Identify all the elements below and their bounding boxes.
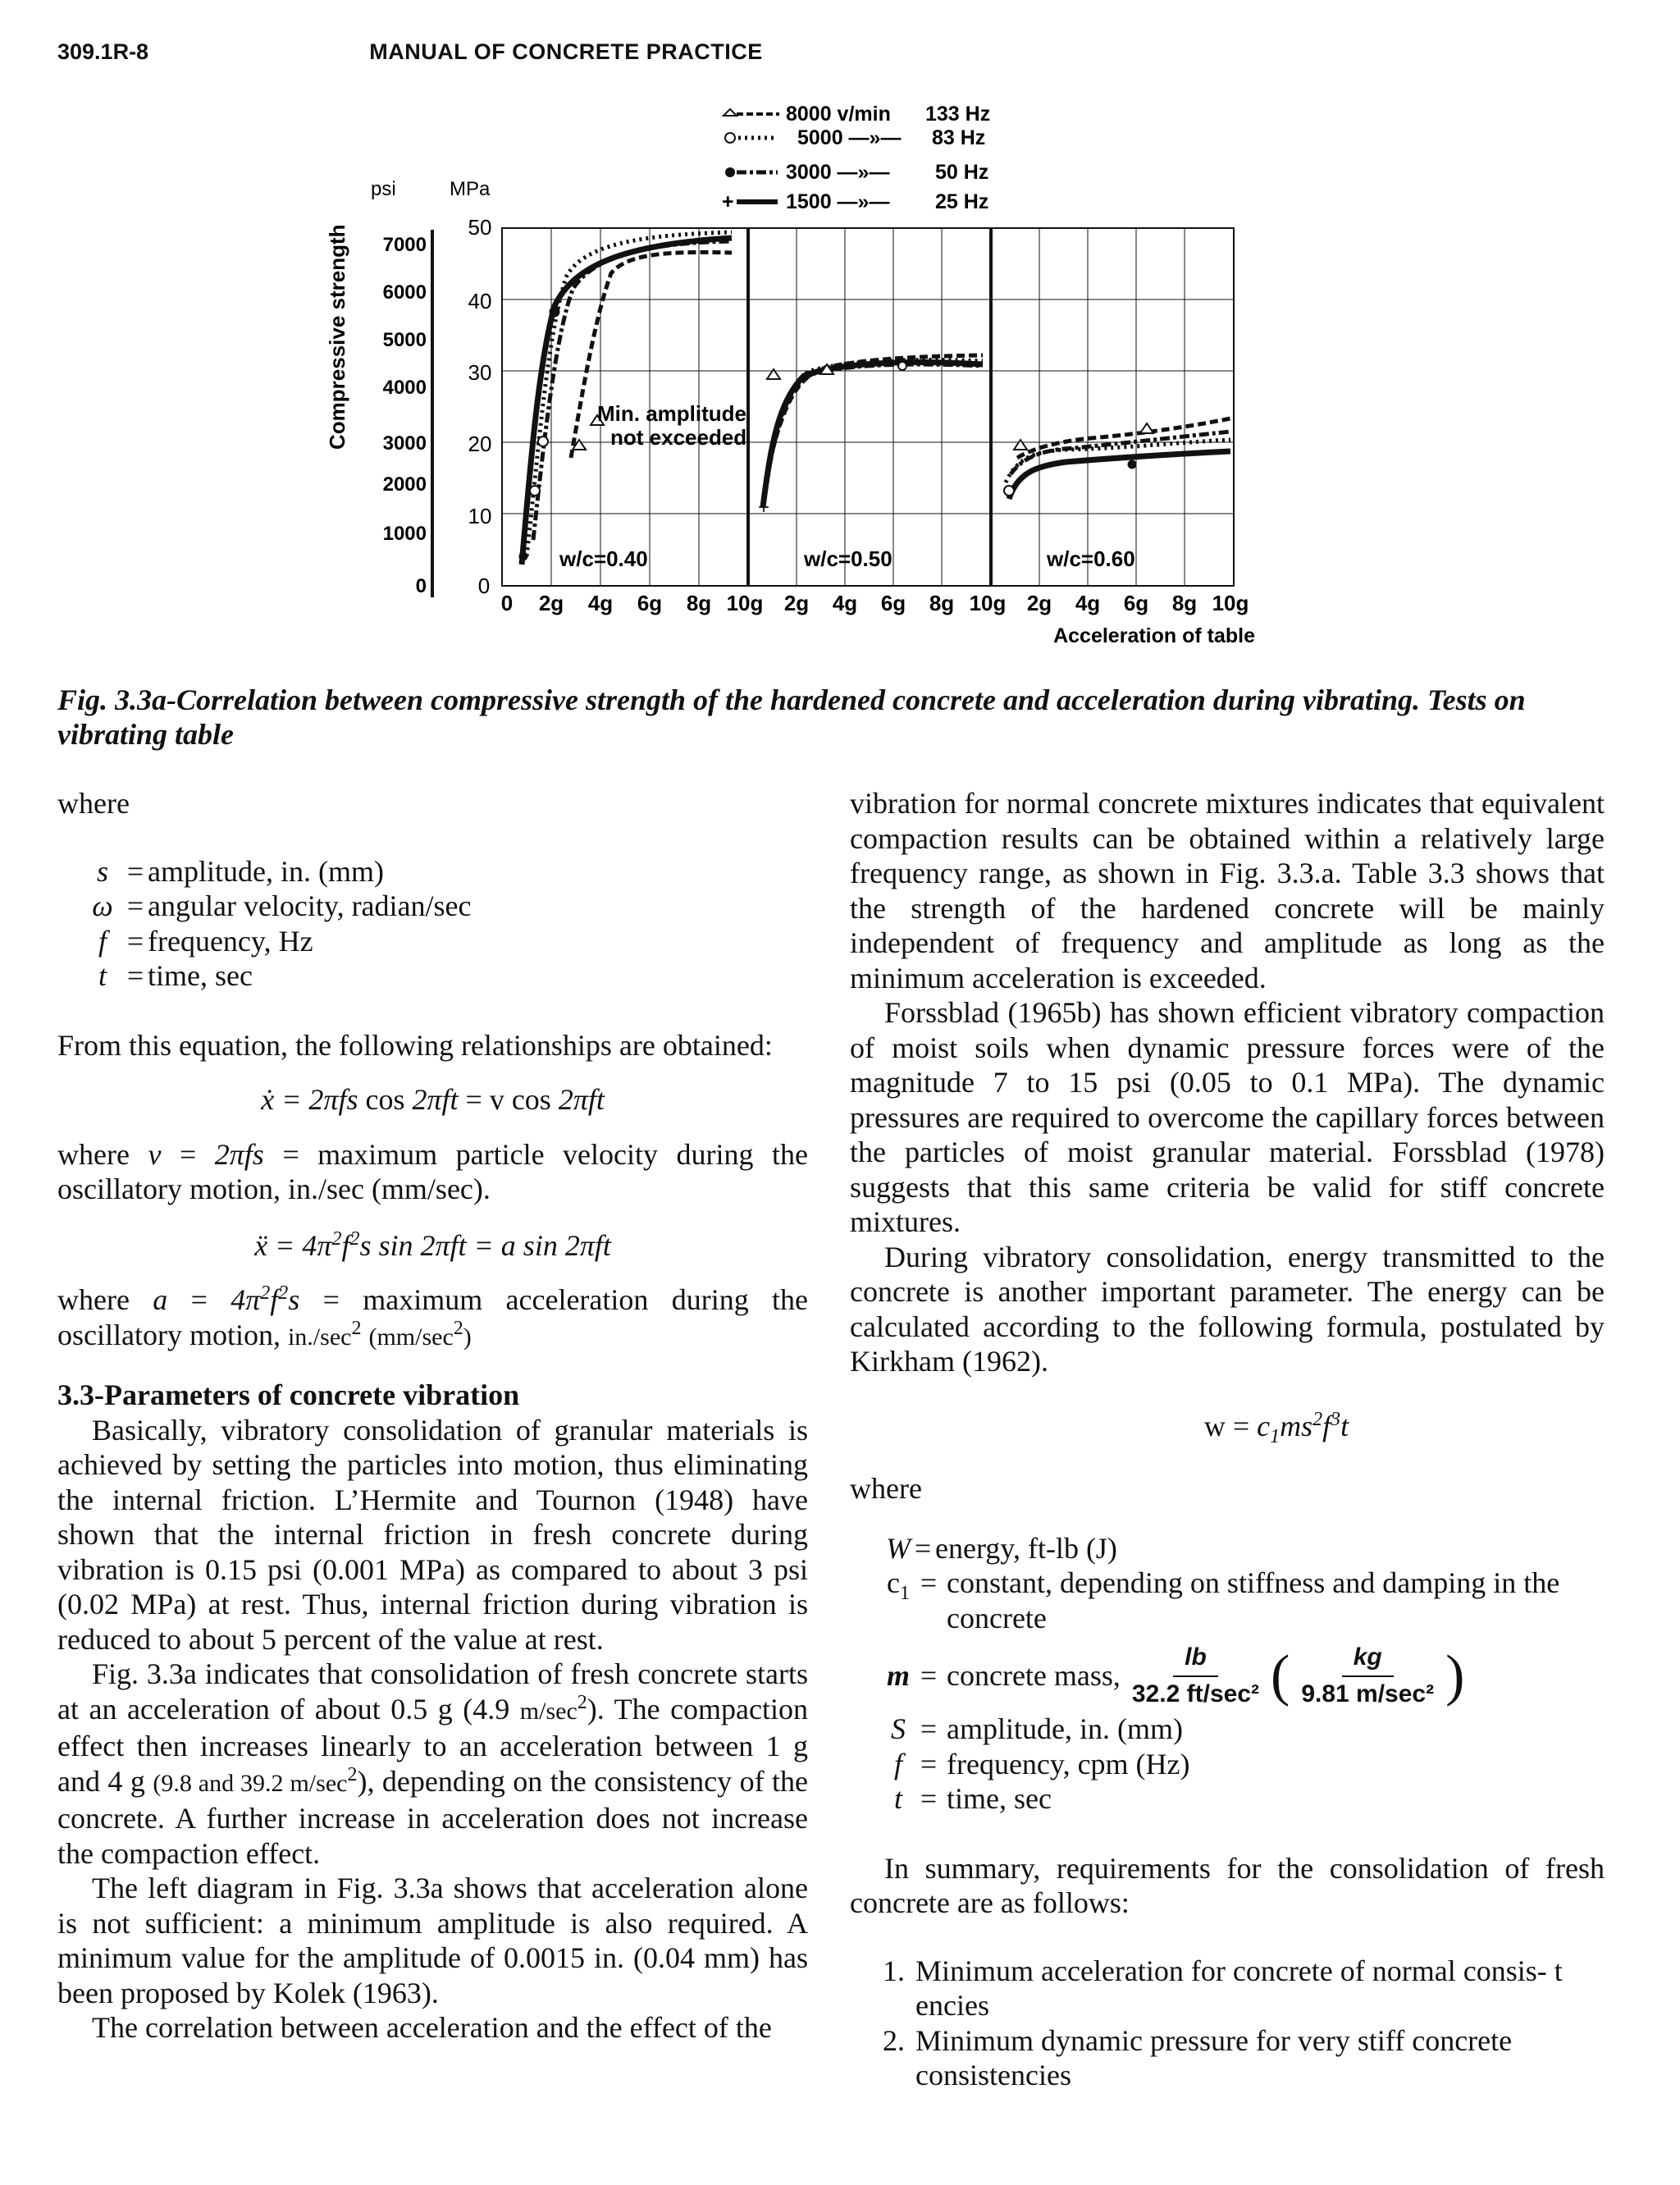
curve-133-hz: [773, 355, 983, 450]
mpa-tick: 50: [468, 215, 492, 240]
fraction-lb: $\frac{lb}{\text{32.2 ft/sec²}}$: [1127, 1640, 1264, 1712]
definition-row: t = time, sec: [893, 1782, 1052, 1815]
legend-speed: 1500 —»—: [786, 190, 890, 213]
mpa-tick: 30: [468, 360, 492, 385]
running-title: MANUAL OF CONCRETE PRACTICE: [369, 39, 763, 64]
energy-definitions: [886, 1531, 1605, 1817]
x-tick: 2g: [1026, 591, 1052, 615]
x-tick: 6g: [637, 591, 663, 615]
fraction-kg: $\frac{kg}{\text{9.81 m/sec²}}$: [1296, 1640, 1439, 1712]
x-tick: 10g: [969, 591, 1007, 615]
section-heading: 3.3-Parameters of concrete vibration: [57, 1378, 520, 1411]
mpa-tick: 20: [468, 432, 492, 456]
psi-label: psi: [371, 178, 396, 200]
left-column: [57, 786, 808, 2046]
psi-tick: 1000: [382, 523, 427, 545]
where-label: where: [57, 787, 130, 820]
definition-row: m = concrete mass, $\frac{lb}{\text{32.2 ft/sec²}}$ ( $\frac{kg}{\text{9.81 m/sec²}}$ ): [886, 1640, 1605, 1712]
panel-label-050: w/c=0.50: [804, 546, 892, 571]
curves-wc-060: [1004, 418, 1230, 499]
paragraph: Forssblad (1965b) has shown efficient vibratory compaction of moist soils when dynamic pressure forces were of the magnitude 7 to 15 psi (0.05 to 0.1 MPa). The dynamic pressures are required to overcome the capillary forces between the particles of moist granular material. Forssblad (1978) suggests that this same criteria be valid for stiff concrete mixtures.: [850, 996, 1605, 1238]
x-axis: [501, 591, 1249, 615]
annotation-min-amplitude: Min. amplitude: [597, 401, 746, 426]
paragraph: Fig. 3.3a indicates that consolidation of fresh concrete starts at an acceleration of about 0.5 g (4.9 $m/\sec^2$). The compaction effect then increases linearly to an acceleration between 1 g and 4 g (9.8 and 39.2 $m/\sec^2$), depending on the consistency of the concrete. A further increase in acceleration does not increase the compaction effect.: [57, 1657, 809, 1870]
curve-1500-hz: [1009, 451, 1230, 499]
equation-energy: $w = c_1ms^2f^3t$: [1203, 1408, 1349, 1447]
legend-speed: 3000 —»—: [786, 161, 890, 184]
definition-row: s = amplitude, in. (mm): [82, 854, 808, 889]
legend-item-3000: [725, 161, 988, 184]
mpa-label: MPa: [450, 178, 491, 200]
definition-symbol: ω: [92, 889, 113, 922]
svg-text:+: +: [758, 496, 770, 519]
definition-row: W = energy, ft-lb (J): [886, 1531, 1117, 1565]
paragraph: During vibratory consolidation, energy transmitted to the concrete is another important parameter. The energy can be calculated according to the following formula, postulated by Kirkham (1962).: [850, 1240, 1605, 1378]
requirements-list: [883, 1954, 1605, 2093]
paragraph: vibration for normal concrete mixtures indicates that equivalent compaction results can be obtained within a relatively large frequency range, as shown in Fig. 3.3.a. Table 3.3 shows that the strength of the hardened concrete will be mainly independent of frequency and amplitude as long as the minimum acceleration is exceeded.: [850, 787, 1605, 994]
figure-3-3a: [312, 97, 1280, 663]
x-tick: 8g: [686, 591, 712, 615]
legend-freq: 50 Hz: [935, 161, 989, 184]
psi-tick: 4000: [382, 377, 427, 399]
curve-83-hz: [527, 232, 732, 556]
list-item: 1. Minimum acceleration for concrete of normal consis- t encies: [883, 1954, 1563, 2022]
equation-acceleration: ẍ = $4\pi^2f^2s$ sin 2πft = a sin 2πft: [254, 1227, 611, 1262]
x-tick: 4g: [587, 591, 614, 615]
figure-caption: Fig. 3.3a-Correlation between compressive strength of the hardened concrete and acceleration during vibrating. Tests on vibrating table: [57, 683, 1526, 751]
psi-tick: 5000: [382, 329, 427, 351]
legend-item-5000: [725, 126, 985, 149]
definition-symbol: f: [98, 924, 107, 958]
definition-row: ω = angular velocity, radian/sec: [82, 889, 808, 924]
page-number: 309.1R-8: [57, 39, 149, 64]
mpa-tick: 40: [468, 289, 492, 313]
x-tick: 6g: [880, 591, 906, 615]
paragraph: Basically, vibratory consolidation of granular materials is achieved by setting the particles into motion, thus eliminating the internal friction. L’Hermite and Tournon (1948) have shown that the internal friction in fresh concrete during vibration is 0.15 psi (0.001 MPa) as compared to about 3 psi (0.02 MPa) at rest. Thus, internal friction during vibration is reduced to about 5 percent of the value at rest.: [57, 1413, 808, 1656]
x-axis-label: Acceleration of table: [1053, 624, 1255, 647]
equation-velocity: ẋ = 2πfs cos 2πft = v cos 2πft: [261, 1083, 605, 1116]
list-item: 2. Minimum dynamic pressure for very stiff concrete consistencies: [883, 2023, 1513, 2091]
x-tick: 6g: [1123, 591, 1149, 615]
x-tick: 4g: [1075, 591, 1101, 615]
right-column: [850, 786, 1605, 2093]
triangle-marker-icon: [724, 109, 737, 116]
x-tick: 2g: [538, 591, 564, 615]
panel-label-040: w/c=0.40: [559, 546, 648, 571]
definition-symbol: s: [96, 854, 108, 888]
mpa-tick: 10: [468, 504, 492, 528]
definition-text: angular velocity, radian/sec: [148, 889, 472, 922]
psi-tick: 2000: [382, 473, 427, 496]
definition-row: f = frequency, Hz: [82, 924, 808, 959]
definition-list: [82, 854, 808, 994]
x-tick: 0: [500, 591, 514, 615]
definition-text: frequency, Hz: [148, 924, 313, 958]
definition-text: time, sec: [148, 959, 253, 992]
circle-marker-icon: [725, 133, 735, 143]
paragraph-where-a: where $a = 4\pi^2f^2s$ = maximum acceleration during the oscillatory motion, $in./\sec^2$ $(mm/\sec^2)$: [57, 1282, 808, 1351]
definition-row: f = frequency, cpm (Hz): [893, 1747, 1190, 1780]
x-tick: 10g: [726, 591, 764, 615]
annotation-not-exceeded: not exceeded: [610, 425, 747, 450]
plus-marker-icon: +: [722, 190, 734, 213]
paragraph: The left diagram in Fig. 3.3a shows that acceleration alone is not sufficient: a minimum amplitude is also required. A minimum value for the amplitude of 0.0015 in. (0.04 mm) has been proposed by Kolek (1963).: [57, 1872, 808, 2009]
psi-tick: 3000: [382, 432, 427, 455]
legend-item-1500: [722, 190, 988, 213]
y-axis-label: Compressive strength: [325, 224, 349, 450]
panel-label-060: w/c=0.60: [1047, 546, 1135, 571]
paragraph-summary: In summary, requirements for the consolidation of fresh concrete are as follows:: [850, 1851, 1605, 1919]
curves-wc-050: [758, 355, 983, 519]
where-label: where: [850, 1472, 922, 1505]
legend-speed: 5000 —»—: [797, 126, 902, 149]
legend-item-8000: [724, 103, 990, 126]
legend-freq: 83 Hz: [932, 126, 986, 149]
paragraph: The correlation between acceleration and the effect of the: [92, 2011, 772, 2044]
legend: [722, 103, 990, 213]
paragraph-from-equation: From this equation, the following relationships are obtained:: [57, 1028, 773, 1062]
definition-symbol: t: [98, 959, 107, 992]
paragraph-where-v: where v = 2πfs = maximum particle velocity during the oscillatory motion, in./sec (mm/sec).: [57, 1137, 808, 1205]
curve-50-hz: [533, 241, 732, 540]
definition-row: t = time, sec: [82, 958, 808, 994]
x-tick: 2g: [783, 591, 810, 615]
x-tick: 8g: [929, 591, 955, 615]
mpa-tick: 0: [477, 574, 491, 598]
mpa-axis: [468, 215, 492, 598]
x-tick: 4g: [832, 591, 858, 615]
curve-1500-hz: [763, 363, 983, 507]
legend-freq: 133 Hz: [925, 103, 991, 126]
psi-axis: [383, 230, 432, 597]
x-tick: 10g: [1212, 591, 1249, 615]
legend-freq: 25 Hz: [935, 190, 989, 213]
legend-speed: 8000 v/min: [786, 103, 891, 126]
x-tick: 8g: [1171, 591, 1198, 615]
definition-text: amplitude, in. (mm): [148, 854, 384, 888]
dot-marker-icon: [725, 167, 735, 177]
curve-50-hz: [769, 364, 983, 466]
psi-tick: 0: [415, 575, 427, 597]
definition-row: S = amplitude, in. (mm): [891, 1712, 1183, 1745]
definition-row: $c_1$ = constant, depending on stiffness and damping in the concrete: [887, 1566, 1560, 1634]
psi-tick: 7000: [382, 234, 427, 256]
psi-tick: 6000: [382, 281, 427, 304]
